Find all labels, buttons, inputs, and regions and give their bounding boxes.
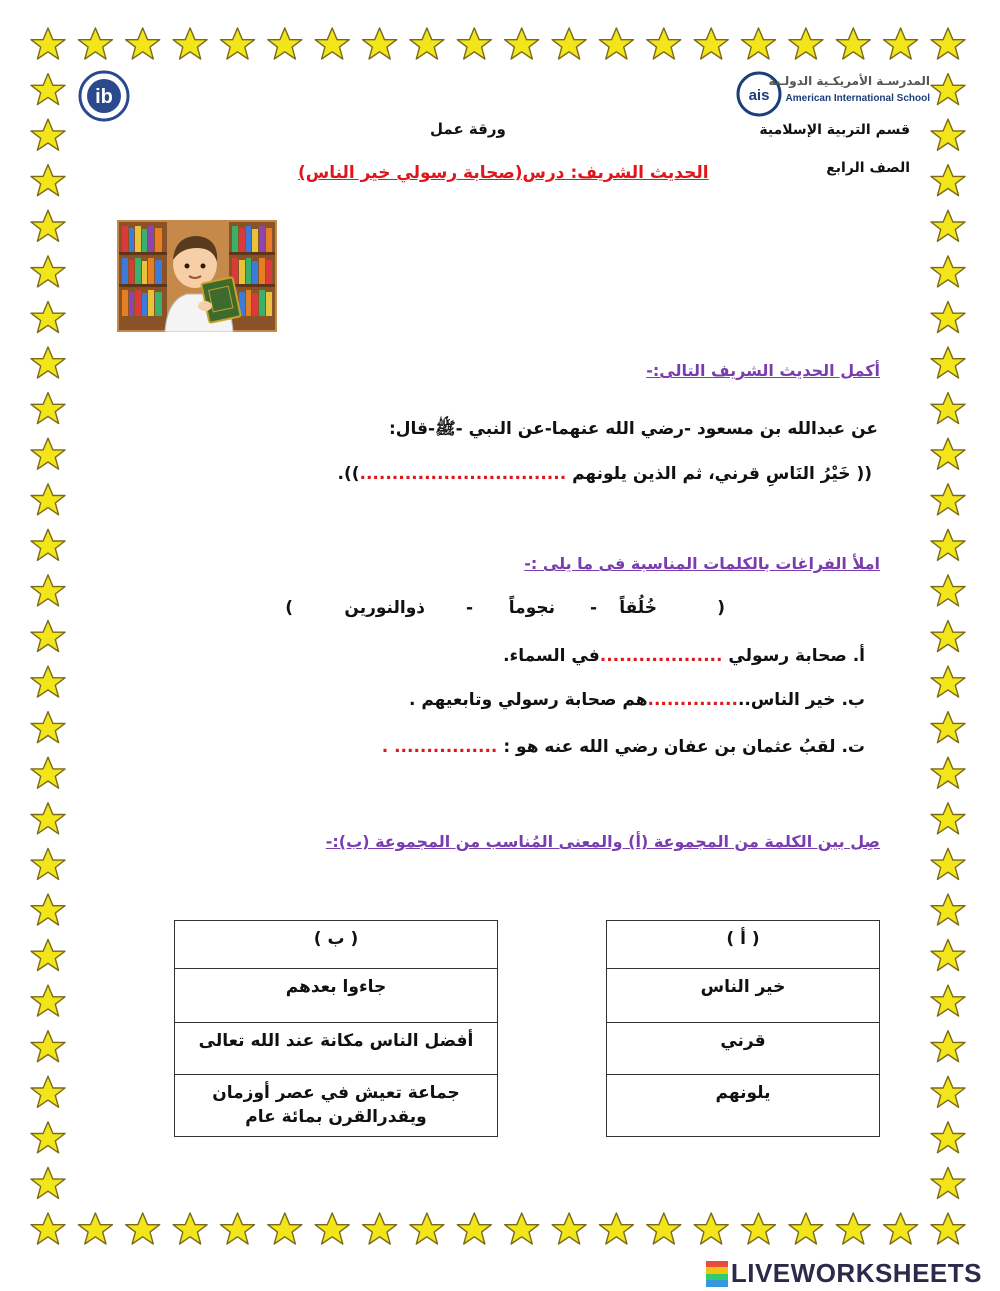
fill-item-a-suffix: في السماء. bbox=[503, 646, 600, 666]
ib-logo bbox=[70, 70, 138, 122]
border-star-icon bbox=[931, 1213, 965, 1244]
border-star-icon bbox=[31, 848, 65, 879]
border-star-icon bbox=[31, 165, 65, 196]
school-name-en: American International School bbox=[785, 93, 930, 104]
fill-item-b-suffix: هم صحابة رسولي وتابعيهم . bbox=[408, 690, 648, 710]
word-bank bbox=[285, 598, 725, 622]
word-bank-close-paren: ) bbox=[285, 598, 293, 618]
border-star-icon bbox=[931, 757, 965, 788]
border-star-icon bbox=[742, 28, 776, 59]
border-star-icon bbox=[931, 940, 965, 971]
word-bank-separator-1: - bbox=[589, 598, 597, 618]
border-star-icon bbox=[315, 1213, 349, 1244]
group-b-item[interactable]: جماعة تعيش في عصر أوزمان ويقدرالقرن بمائة عام bbox=[175, 1075, 498, 1137]
border-star-icon bbox=[126, 28, 160, 59]
border-star-icon bbox=[31, 438, 65, 469]
border-star-icon bbox=[31, 393, 65, 424]
hadith-end: )). bbox=[337, 464, 360, 484]
group-a-item[interactable]: يلونهم bbox=[607, 1075, 880, 1137]
word-bank-word-3: ذوالنورين bbox=[344, 598, 425, 618]
border-star-icon bbox=[31, 985, 65, 1016]
group-a-header: ( أ ) bbox=[607, 921, 880, 969]
border-star-icon bbox=[173, 28, 207, 59]
border-star-icon bbox=[599, 1213, 633, 1244]
border-star-icon bbox=[410, 28, 444, 59]
border-star-icon bbox=[931, 438, 965, 469]
liveworksheets-badge-icon bbox=[706, 1261, 728, 1287]
border-star-icon bbox=[836, 1213, 870, 1244]
border-star-icon bbox=[31, 210, 65, 241]
fill-item-c-prefix: ت. لقبُ عثمان بن عفان رضي الله عنه هو : bbox=[497, 737, 865, 757]
page-title: الحديث الشريف: درس(صحابة رسولي خير الناس) bbox=[298, 163, 709, 183]
word-bank-word-1: خُلُقاً bbox=[619, 598, 657, 618]
border-star-icon bbox=[931, 74, 965, 105]
hadith-intro: عن عبدالله بن مسعود -رضي الله عنهما-عن النبي -ﷺ-قال: bbox=[388, 419, 878, 439]
border-star-icon bbox=[931, 302, 965, 333]
border-star-icon bbox=[31, 74, 65, 105]
border-star-icon bbox=[931, 985, 965, 1016]
border-star-icon bbox=[31, 529, 65, 560]
border-star-icon bbox=[931, 666, 965, 697]
border-star-icon bbox=[31, 1167, 65, 1198]
border-star-icon bbox=[931, 393, 965, 424]
fill-item-a-blank[interactable]: ................... bbox=[599, 646, 723, 666]
border-star-icon bbox=[931, 803, 965, 834]
school-logo bbox=[735, 68, 930, 120]
border-star-icon bbox=[931, 210, 965, 241]
border-star-icon bbox=[31, 1076, 65, 1107]
fill-item-a-prefix: أ. صحابة رسولي bbox=[722, 646, 865, 666]
border-star-icon bbox=[599, 28, 633, 59]
border-star-icon bbox=[31, 28, 65, 59]
border-star-icon bbox=[31, 1213, 65, 1244]
border-star-icon bbox=[457, 1213, 491, 1244]
border-star-icon bbox=[31, 119, 65, 150]
fill-item-a bbox=[503, 646, 865, 666]
border-star-icon bbox=[505, 28, 539, 59]
border-star-icon bbox=[694, 1213, 728, 1244]
fill-item-b bbox=[409, 690, 865, 710]
border-star-icon bbox=[268, 28, 302, 59]
border-star-icon bbox=[221, 1213, 255, 1244]
ais-mark: ais bbox=[748, 87, 770, 104]
group-b-header: ( ب ) bbox=[175, 921, 498, 969]
hadith-line bbox=[338, 464, 872, 484]
border-star-icon bbox=[884, 28, 918, 59]
border-star-icon bbox=[31, 894, 65, 925]
border-star-icon bbox=[31, 803, 65, 834]
border-star-icon bbox=[836, 28, 870, 59]
border-star-icon bbox=[931, 484, 965, 515]
worksheet-label: ورقة عمل bbox=[430, 120, 506, 138]
border-star-icon bbox=[31, 621, 65, 652]
border-star-icon bbox=[126, 1213, 160, 1244]
border-star-icon bbox=[31, 1031, 65, 1062]
border-star-icon bbox=[552, 1213, 586, 1244]
boy-reading-illustration bbox=[117, 220, 277, 332]
word-bank-word-2: نجوماً bbox=[508, 598, 555, 618]
border-star-icon bbox=[931, 621, 965, 652]
hadith-text: (( خَيْرُ النَاسِ قرني، ثم الذين يلونهم bbox=[566, 464, 872, 484]
border-star-icon bbox=[31, 302, 65, 333]
group-a-table bbox=[606, 920, 880, 1137]
border-star-icon bbox=[931, 28, 965, 59]
border-star-icon bbox=[505, 1213, 539, 1244]
fill-item-b-prefix: ب. خير الناس.. bbox=[737, 690, 865, 710]
hadith-blank[interactable]: ................................ bbox=[359, 464, 567, 484]
fill-item-b-blank[interactable]: .............. bbox=[647, 690, 738, 710]
border-star-icon bbox=[78, 1213, 112, 1244]
border-star-icon bbox=[31, 575, 65, 606]
border-star-icon bbox=[789, 28, 823, 59]
border-star-icon bbox=[315, 28, 349, 59]
border-star-icon bbox=[884, 1213, 918, 1244]
ib-mark: ib bbox=[95, 86, 113, 108]
border-star-icon bbox=[31, 666, 65, 697]
border-star-icon bbox=[173, 1213, 207, 1244]
border-star-icon bbox=[931, 347, 965, 378]
school-name-ar: المدرسـة الأمريكـية الدولـية bbox=[768, 74, 930, 88]
border-star-icon bbox=[931, 1031, 965, 1062]
border-star-icon bbox=[31, 757, 65, 788]
border-star-icon bbox=[363, 28, 397, 59]
border-star-icon bbox=[931, 575, 965, 606]
border-star-icon bbox=[31, 712, 65, 743]
border-star-icon bbox=[931, 165, 965, 196]
section3-heading: صِل بين الكلمة من المجموعة (أ) والمعنى المُناسب من المجموعة (ب):- bbox=[325, 832, 880, 851]
border-star-icon bbox=[742, 1213, 776, 1244]
border-star-icon bbox=[931, 712, 965, 743]
section1-heading: أكمل الحديث الشريف التالى:- bbox=[646, 361, 880, 380]
border-star-icon bbox=[931, 894, 965, 925]
border-star-icon bbox=[31, 1122, 65, 1153]
fill-item-c bbox=[382, 737, 865, 757]
border-star-icon bbox=[457, 28, 491, 59]
border-star-icon bbox=[931, 529, 965, 560]
border-star-icon bbox=[931, 119, 965, 150]
group-b-table bbox=[174, 920, 498, 1137]
border-star-icon bbox=[931, 1167, 965, 1198]
border-star-icon bbox=[931, 1122, 965, 1153]
border-star-icon bbox=[31, 940, 65, 971]
department-label: قسم التربية الإسلامية bbox=[759, 122, 910, 138]
border-star-icon bbox=[552, 28, 586, 59]
section2-heading: املأ الفراغات بالكلمات المناسبة فى ما يلى :- bbox=[524, 554, 880, 573]
border-star-icon bbox=[363, 1213, 397, 1244]
word-bank-separator-2: - bbox=[465, 598, 473, 618]
liveworksheets-text: LIVEWORKSHEETS bbox=[730, 1258, 982, 1288]
border-star-icon bbox=[268, 1213, 302, 1244]
group-b-item[interactable]: جاءوا بعدهم bbox=[175, 969, 498, 1023]
border-star-icon bbox=[931, 1076, 965, 1107]
border-star-icon bbox=[789, 1213, 823, 1244]
border-star-icon bbox=[694, 28, 728, 59]
group-a-item[interactable]: قرني bbox=[607, 1023, 880, 1075]
border-star-icon bbox=[31, 347, 65, 378]
border-star-icon bbox=[410, 1213, 444, 1244]
fill-item-c-blank[interactable]: ................ . bbox=[381, 737, 498, 757]
border-star-icon bbox=[647, 28, 681, 59]
border-star-icon bbox=[931, 848, 965, 879]
border-star-icon bbox=[31, 484, 65, 515]
border-star-icon bbox=[931, 256, 965, 287]
border-star-icon bbox=[221, 28, 255, 59]
group-b-item[interactable]: أفضل الناس مكانة عند الله تعالى bbox=[175, 1023, 498, 1075]
grade-label: الصف الرابع bbox=[826, 160, 910, 176]
liveworksheets-watermark bbox=[706, 1258, 982, 1289]
border-star-icon bbox=[647, 1213, 681, 1244]
word-bank-open-paren: ( bbox=[717, 598, 725, 618]
border-star-icon bbox=[31, 256, 65, 287]
border-star-icon bbox=[78, 28, 112, 59]
group-a-item[interactable]: خير الناس bbox=[607, 969, 880, 1023]
